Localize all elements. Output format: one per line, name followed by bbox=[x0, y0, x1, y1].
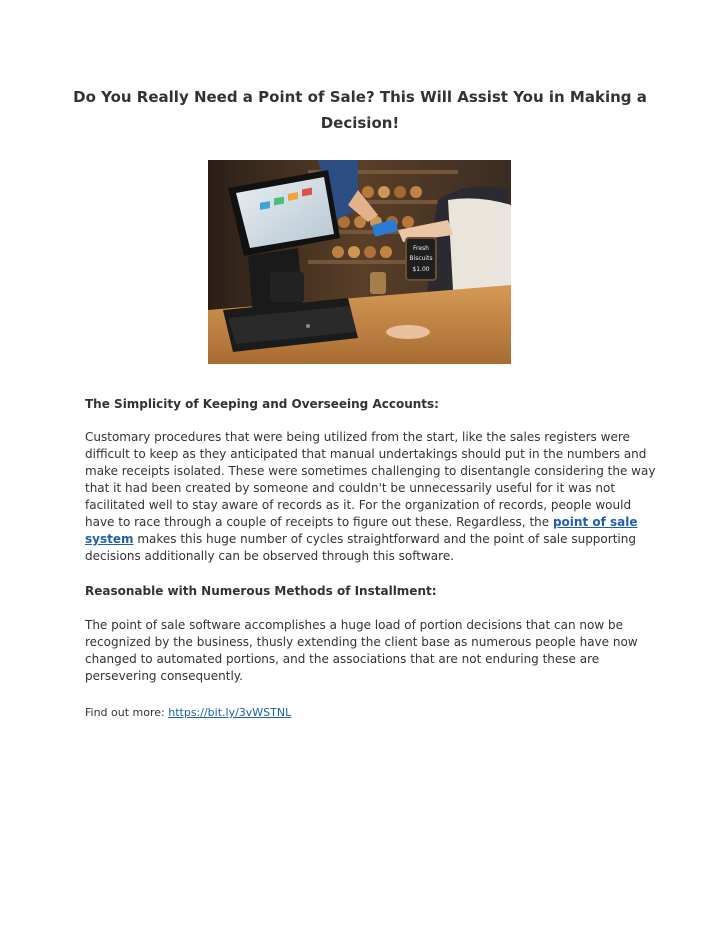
section-paragraph-installment bbox=[85, 617, 645, 685]
paragraph-line: decisions additionally can be observed through this software. bbox=[85, 549, 455, 563]
sign-text-biscuits: Biscuits bbox=[409, 255, 433, 262]
title-line-2: Decision! bbox=[320, 114, 400, 132]
paragraph-line: make receipts isolated. These were sometimes challenging to disentangle considering the way bbox=[85, 464, 656, 478]
section-heading-installment: Reasonable with Numerous Methods of Installment: bbox=[85, 584, 437, 598]
paragraph-text: have to race through a couple of receipts to figure out these. Regardless, the bbox=[85, 515, 553, 529]
paragraph-line bbox=[85, 531, 645, 548]
paragraph-line: recognized by the business, thusly extending the client base as numerous people have now bbox=[85, 635, 638, 649]
sign-text-fresh: Fresh bbox=[413, 245, 429, 252]
point-of-sale-link-part1[interactable]: point of sale bbox=[552, 515, 638, 529]
paragraph-text: makes this huge number of cycles straightforward and the point of sale supporting bbox=[133, 532, 636, 546]
paragraph-line: Customary procedures that were being utilized from the start, like the sales registers were bbox=[85, 430, 630, 444]
section-heading-accounts: The Simplicity of Keeping and Overseeing Accounts: bbox=[85, 397, 439, 411]
point-of-sale-link-part2[interactable]: system bbox=[85, 532, 134, 546]
find-out-link[interactable]: https://bit.ly/3vWSTNL bbox=[168, 706, 292, 719]
sign-text-price: $1.00 bbox=[412, 266, 430, 273]
paragraph-line: that it had been created by someone and couldn't be unnecessarily useful for it was not bbox=[85, 481, 616, 495]
find-out-more bbox=[85, 705, 291, 721]
paragraph-line: facilitated well to stay aware of records as it. For the organization of records, people would bbox=[85, 498, 632, 512]
paragraph-line: The point of sale software accomplishes a huge load of portion decisions that can now be bbox=[85, 618, 623, 632]
pos-terminal-photo bbox=[208, 160, 511, 364]
paragraph-line: difficult to keep as they anticipated that manual undertakings should put in the numbers and bbox=[85, 447, 647, 461]
title-line-1: Do You Really Need a Point of Sale? This Will Assist You in Making a bbox=[73, 88, 647, 106]
find-out-label: Find out more: bbox=[85, 706, 169, 719]
document-title bbox=[60, 84, 660, 136]
paragraph-line: changed to automated portions, and the associations that are not enduring these are bbox=[85, 652, 600, 666]
section-paragraph-accounts bbox=[85, 429, 656, 565]
paragraph-line: persevering consequently. bbox=[85, 669, 243, 683]
paragraph-line bbox=[85, 514, 645, 531]
